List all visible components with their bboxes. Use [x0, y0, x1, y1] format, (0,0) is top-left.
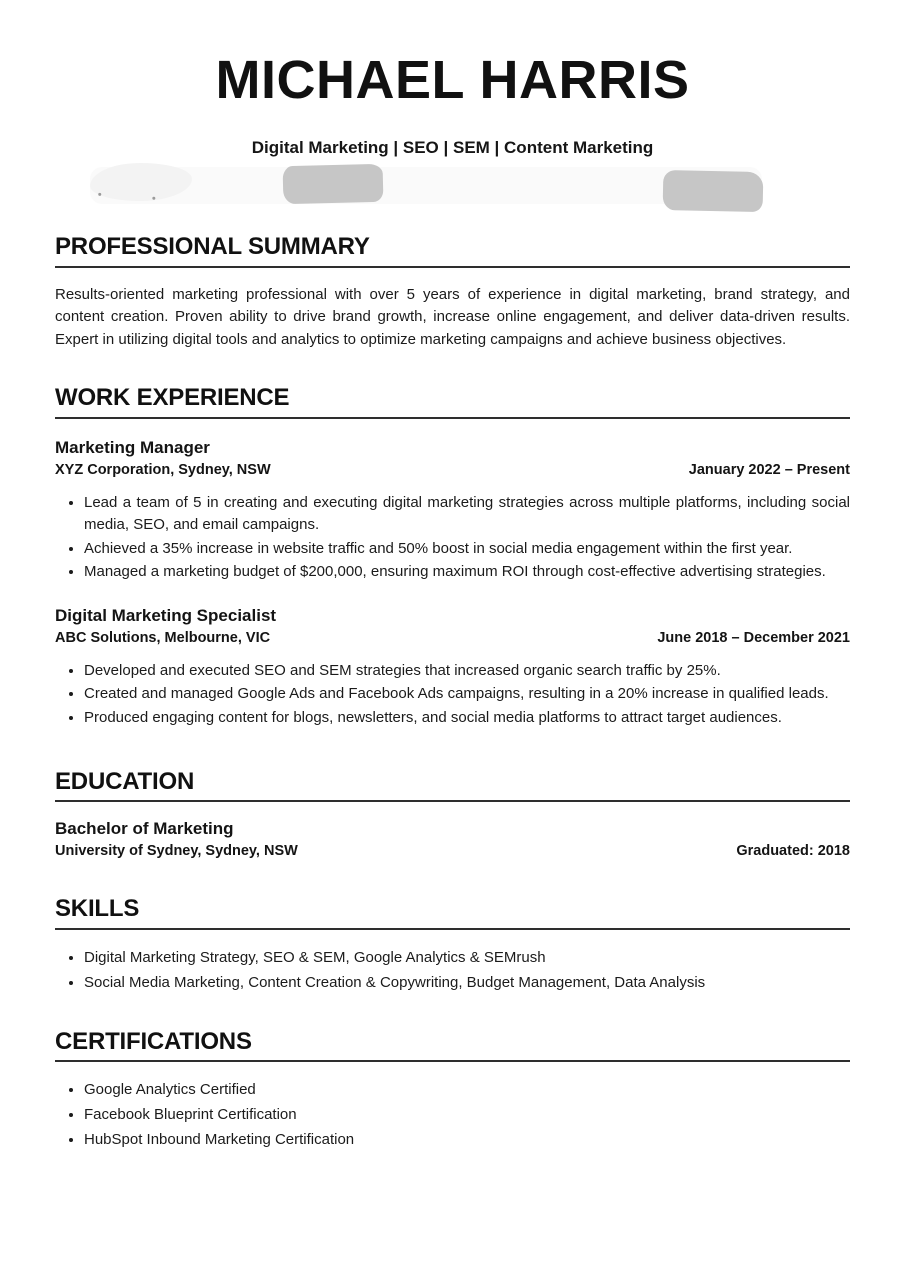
section-skills — [55, 896, 850, 994]
bullet-item: • Produced engaging content for blogs, newsletters, and social media platforms to attract target audiences. — [84, 707, 850, 730]
bullet-item: • Lead a team of 5 in creating and executing digital marketing strategies across multiple platforms, including social media, SEO, and email campaigns. — [84, 492, 850, 537]
education-entry — [55, 818, 850, 862]
candidate-name: MICHAEL HARRIS — [215, 50, 690, 110]
section-title-work: WORK EXPERIENCE — [55, 384, 290, 412]
redaction-blob-3 — [663, 170, 764, 212]
section-rule — [55, 1060, 850, 1062]
section-professional-summary — [55, 234, 850, 351]
section-rule — [55, 266, 850, 268]
section-rule — [55, 417, 850, 419]
certification-item: • Google Analytics Certified — [84, 1078, 850, 1102]
section-certifications — [55, 1029, 850, 1152]
skill-item: • Digital Marketing Strategy, SEO & SEM, Google Analytics & SEMrush — [84, 946, 850, 970]
bullet-item: • Managed a marketing budget of $200,000, ensuring maximum ROI through cost-effective advertising strategies. — [84, 561, 850, 584]
job-role: Marketing Manager — [55, 437, 210, 457]
skill-item: • Social Media Marketing, Content Creation & Copywriting, Budget Management, Data Analysis — [84, 971, 850, 995]
section-work-experience — [55, 385, 850, 729]
certification-item: • Facebook Blueprint Certification — [84, 1103, 850, 1127]
job-bullet-list — [55, 660, 850, 730]
bullet-item: • Developed and executed SEO and SEM strategies that increased organic search traffic by 25%. — [84, 660, 850, 683]
section-education — [55, 769, 850, 862]
job-company: XYZ Corporation, Sydney, NSW — [55, 461, 271, 478]
tagline: Digital Marketing | SEO | SEM | Content Marketing — [251, 138, 654, 158]
summary-paragraph: Results-oriented marketing professional with over 5 years of experience in digital marketing, brand strategy, and content creation. Proven ability to drive brand growth, increase online engagement, and deliver data-driven results. Expert in utilizing digital tools and analytics to optimize marketing campaigns and achieve business objectives. — [55, 285, 850, 348]
job-meta-row — [55, 459, 850, 481]
skills-list — [55, 946, 850, 995]
job-dates: January 2022 – Present — [688, 461, 850, 478]
education-graduated: Graduated: 2018 — [736, 843, 850, 860]
redaction-blob-2 — [283, 164, 384, 204]
bullet-item: • Created and managed Google Ads and Facebook Ads campaigns, resulting in a 20% increase in qualified leads. — [84, 683, 850, 706]
education-degree: Bachelor of Marketing — [55, 819, 234, 839]
job-meta-row — [55, 627, 850, 649]
education-school: University of Sydney, Sydney, NSW — [55, 843, 298, 860]
education-meta-row — [55, 840, 850, 862]
job-company: ABC Solutions, Melbourne, VIC — [55, 629, 271, 646]
section-title-skills: SKILLS — [55, 895, 140, 923]
section-rule — [55, 800, 850, 802]
job-dates: June 2018 – December 2021 — [657, 629, 850, 646]
section-title-summary: PROFESSIONAL SUMMARY — [55, 233, 370, 261]
job-entry-2 — [55, 605, 850, 730]
job-entry-1 — [55, 437, 850, 584]
job-bullet-list — [55, 492, 850, 584]
redaction-wash — [90, 167, 762, 204]
resume-header — [55, 52, 850, 210]
contact-line-redacted — [55, 160, 850, 210]
certification-item: • HubSpot Inbound Marketing Certification — [84, 1128, 850, 1152]
section-rule — [55, 928, 850, 930]
job-role: Digital Marketing Specialist — [55, 605, 277, 625]
section-title-education: EDUCATION — [55, 768, 195, 796]
certifications-list — [55, 1078, 850, 1152]
section-title-certifications: CERTIFICATIONS — [55, 1027, 252, 1055]
bullet-item: • Achieved a 35% increase in website traffic and 50% boost in social media engagement within the first year. — [84, 538, 850, 561]
